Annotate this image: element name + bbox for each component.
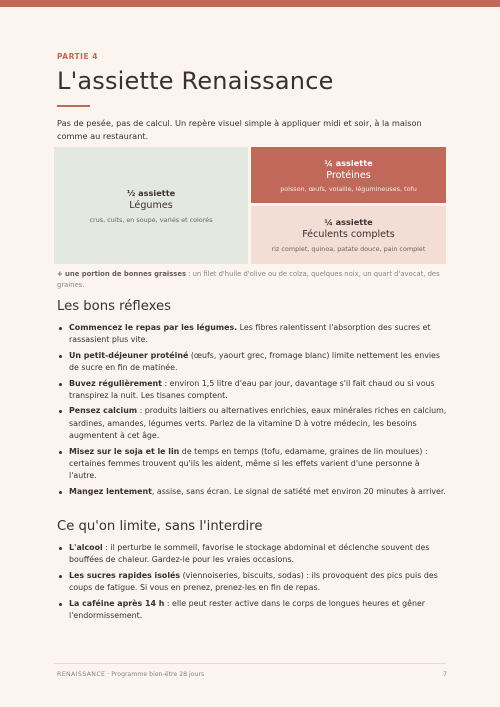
page-number: 7 [443, 671, 447, 678]
proteins-category: Protéines [326, 169, 371, 181]
title-underline [57, 105, 90, 107]
proteins-fraction: ¼ assiette [324, 157, 373, 168]
starches-fraction: ¼ assiette [324, 217, 373, 227]
plate-diagram [54, 147, 446, 264]
list-item [57, 405, 447, 442]
vegetables-examples: crus, cuits, en soupe, variés et colorés [89, 215, 213, 224]
starches-category: Féculents complets [302, 229, 395, 240]
list-item [57, 322, 447, 347]
fats-note [57, 269, 447, 290]
reflexes-heading: Les bons réflexes [57, 299, 171, 314]
list-item-text: , assise, sans écran. Le signal de satiété met environ 20 minutes à arriver. [151, 486, 446, 496]
list-item [57, 446, 447, 483]
list-item [57, 542, 447, 567]
intro-paragraph: Pas de pesée, pas de calcul. Un repère visuel simple à appliquer midi et soir, à la maison comme au restaurant. [57, 118, 422, 141]
list-item-lead: Misez sur le soja et le lin [69, 446, 180, 456]
footer-program: Programme bien-être 28 jours [111, 671, 205, 678]
list-item-text: : elle peut rester active dans le corps de longues heures et gêner l'endormissement. [69, 598, 426, 621]
limits-list [57, 542, 447, 622]
proteins-examples: poisson, œufs, volaille, légumineuses, tofu [280, 184, 417, 193]
vegetables-fraction: ½ assiette [126, 187, 176, 198]
footer-brand: RENAISSANCE [57, 671, 106, 678]
list-item-text: de temps en temps (tofu, edamame, graines de lin moulues) : certaines femmes trouvent qu'ils les aident, même si les effets varient d'une personne à l'autre. [69, 446, 428, 481]
limits-heading: Ce qu'on limite, sans l'interdire [57, 519, 263, 534]
list-item-lead: L'alcool [69, 543, 103, 552]
list-item-lead: Buvez régulièrement [69, 378, 162, 388]
top-accent-band [0, 0, 500, 7]
vegetables-category: Légumes [129, 199, 173, 211]
list-item-text: : il perturbe le sommeil, favorise le stockage abdominal et déclenche souvent des bouffées de chaleur. Gardez-le pour les vraies occasions. [69, 543, 430, 565]
footer-divider [54, 663, 446, 664]
list-item [57, 570, 447, 595]
limits-section [57, 519, 447, 625]
plate-proteins [251, 147, 446, 203]
section-kicker: PARTIE 4 [57, 52, 98, 61]
list-item-text: (œufs, yaourt grec, fromage blanc) limite nettement les envies de sucre en fin de matinée. [69, 350, 441, 373]
list-item-lead: Commencez le repas par les légumes. [69, 323, 238, 332]
plate-starches [251, 206, 446, 264]
reflexes-list [57, 322, 447, 498]
fats-note-text: : un filet d'huile d'olive ou de colza, quelques noix, un quart d'avocat, des graines. [57, 270, 440, 289]
list-item-lead: La caféine après 14 h [69, 598, 165, 608]
fats-note-lead: + une portion de bonnes graisses [57, 270, 187, 278]
page-title: L'assiette Renaissance [57, 67, 334, 95]
list-item-text: (viennoiseries, biscuits, sodas) : ils provoquent des pics puis des coups de fatigue. Si vous en prenez, prenez-les en fin de repas. [69, 570, 438, 593]
list-item [57, 598, 447, 623]
list-item-lead: Un petit-déjeuner protéiné [69, 350, 189, 360]
list-item-text: : produits laitiers ou alternatives enrichies, eaux minérales riches en calcium, sardines, amandes, légumes verts. Parlez de la vitamine D à votre médecin, les besoins augmentent à cet âge. [69, 406, 447, 441]
page-header [57, 52, 447, 142]
list-item-text: : environ 1,5 litre d'eau par jour, davantage s'il fait chaud ou si vous transpirez la nuit. Les tisanes comptent. [69, 378, 435, 401]
list-item-lead: Pensez calcium [69, 406, 138, 416]
starches-examples: riz complet, quinoa, patate douce, pain complet [271, 245, 426, 253]
plate-vegetables [54, 147, 248, 264]
page-footer [57, 671, 447, 678]
footer-separator: · [105, 671, 112, 678]
list-item [57, 350, 447, 375]
list-item-lead: Mangez lentement [69, 486, 152, 496]
list-item-text: Les fibres ralentissent l'absorption des sucres et rassasient plus vite. [69, 323, 431, 345]
list-item [57, 378, 447, 403]
list-item-lead: Les sucres rapides isolés [69, 570, 181, 580]
list-item [57, 486, 447, 498]
reflexes-section [57, 299, 447, 501]
